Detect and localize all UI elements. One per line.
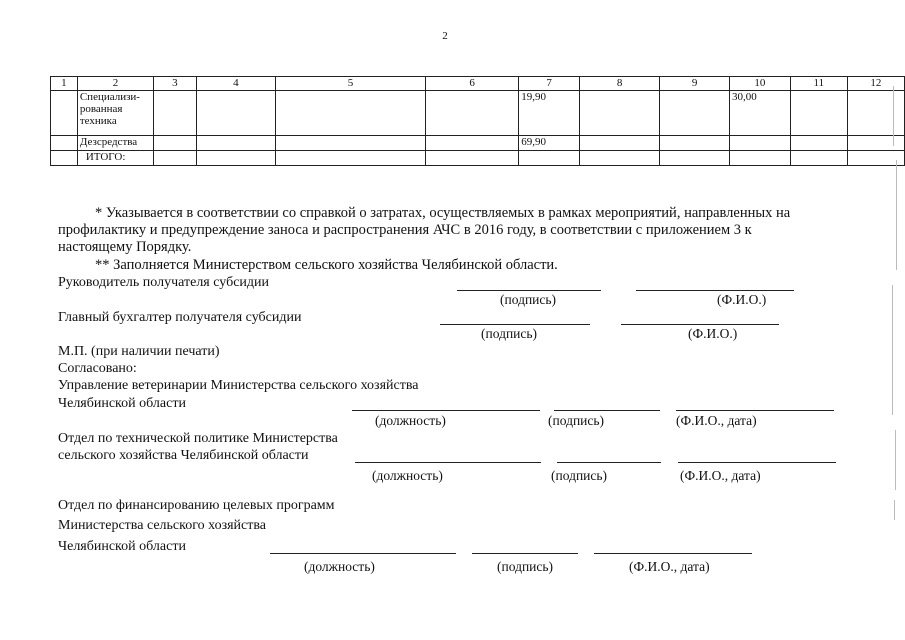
table-cell: Специализи- рованная техника — [77, 91, 153, 136]
tech-fio-date-caption: (Ф.И.О., дата) — [680, 468, 761, 483]
table-header-row — [51, 77, 905, 91]
table-cell — [660, 136, 730, 151]
table-cell: 30,00 — [729, 91, 790, 136]
table-cell — [519, 151, 580, 166]
tech-signature-line — [557, 462, 661, 463]
vet-fio-date-caption: (Ф.И.О., дата) — [676, 413, 757, 428]
footnote-1-line-3: настоящему Порядку. — [58, 239, 192, 255]
table-header-cell: 11 — [790, 77, 847, 91]
table-cell — [790, 91, 847, 136]
table-cell — [426, 136, 519, 151]
fin-signature-caption: (подпись) — [497, 559, 554, 574]
table-cell: 19,90 — [519, 91, 580, 136]
table-row — [51, 151, 905, 166]
head-signature-line — [457, 290, 601, 291]
tech-position-caption: (должность) — [372, 468, 443, 483]
accountant-fio-caption: (Ф.И.О.) — [688, 326, 738, 341]
fin-dept-line-3: Челябинской области — [58, 539, 186, 554]
table-cell — [729, 136, 790, 151]
table-cell — [790, 151, 847, 166]
table-header-cell: 12 — [847, 77, 904, 91]
table-header-cell: 5 — [275, 77, 425, 91]
table-header-cell: 9 — [660, 77, 730, 91]
accountant-label: Главный бухгалтер получателя субсидии — [58, 310, 302, 325]
head-fio-line — [636, 290, 794, 291]
table-cell — [154, 91, 197, 136]
table-cell — [580, 151, 660, 166]
table-header-cell: 8 — [580, 77, 660, 91]
table-header-cell: 6 — [426, 77, 519, 91]
table-cell — [580, 91, 660, 136]
table-cell — [275, 136, 425, 151]
table-row — [51, 91, 905, 136]
tech-dept-line-1: Отдел по технической политике Министерства — [58, 431, 338, 446]
table-cell — [790, 136, 847, 151]
fin-fio-line — [594, 553, 752, 554]
tech-position-line — [355, 462, 541, 463]
table-cell — [275, 91, 425, 136]
table-cell: Дезсредства — [77, 136, 153, 151]
accountant-signature-line — [440, 324, 590, 325]
fin-fio-date-caption: (Ф.И.О., дата) — [629, 559, 710, 574]
table-cell — [426, 151, 519, 166]
table-header-cell: 1 — [51, 77, 78, 91]
accountant-signature-caption: (подпись) — [481, 326, 538, 341]
head-signature-caption: (подпись) — [500, 292, 557, 307]
table-cell — [51, 91, 78, 136]
table-row — [51, 136, 905, 151]
fin-position-line — [270, 553, 456, 554]
vet-position-caption: (должность) — [375, 413, 446, 428]
vet-dept-line-1: Управление ветеринарии Министерства сельского хозяйства — [58, 378, 419, 393]
table-header-cell: 4 — [196, 77, 275, 91]
table-cell — [51, 136, 78, 151]
vet-position-line — [352, 410, 540, 411]
table-cell — [154, 136, 197, 151]
tech-signature-caption: (подпись) — [551, 468, 608, 483]
table-cell — [660, 151, 730, 166]
table-cell — [196, 91, 275, 136]
seal-note: М.П. (при наличии печати) — [58, 344, 220, 359]
table-cell — [660, 91, 730, 136]
table-cell — [275, 151, 425, 166]
table-header-cell: 2 — [77, 77, 153, 91]
fin-signature-line — [472, 553, 578, 554]
table-header-cell: 10 — [729, 77, 790, 91]
fin-dept-line-2: Министерства сельского хозяйства — [58, 518, 267, 533]
table-cell — [426, 91, 519, 136]
head-fio-caption: (Ф.И.О.) — [717, 292, 767, 307]
table-header-cell: 7 — [519, 77, 580, 91]
cost-table — [50, 76, 905, 166]
vet-signature-line — [554, 410, 660, 411]
footnote-1-line-2: профилактику и предупреждение заноса и распространения АЧС в 2016 году, в соответствии с приложением 3 к — [58, 222, 752, 238]
footnote-1-line-1: * Указывается в соответствии со справкой о затратах, осуществляемых в рамках мероприятий, направленных на — [95, 205, 791, 221]
tech-dept-line-2: сельского хозяйства Челябинской области — [58, 448, 309, 463]
page-number: 2 — [442, 30, 448, 42]
table-cell: ИТОГО: — [77, 151, 153, 166]
table-cell — [51, 151, 78, 166]
fin-dept-line-1: Отдел по финансированию целевых программ — [58, 498, 335, 513]
table-cell — [196, 151, 275, 166]
table-cell — [729, 151, 790, 166]
scan-edge-noise — [888, 0, 905, 640]
table-cell — [196, 136, 275, 151]
table-header-cell: 3 — [154, 77, 197, 91]
table-cell: 69,90 — [519, 136, 580, 151]
tech-fio-line — [678, 462, 836, 463]
vet-signature-caption: (подпись) — [548, 413, 605, 428]
accountant-fio-line — [621, 324, 779, 325]
vet-dept-line-2: Челябинской области — [58, 396, 186, 411]
table-cell — [154, 151, 197, 166]
fin-position-caption: (должность) — [304, 559, 375, 574]
vet-fio-line — [676, 410, 834, 411]
agreed-label: Согласовано: — [58, 361, 137, 376]
footnote-2: ** Заполняется Министерством сельского хозяйства Челябинской области. — [95, 257, 558, 273]
table-cell — [580, 136, 660, 151]
head-label: Руководитель получателя субсидии — [58, 275, 270, 290]
